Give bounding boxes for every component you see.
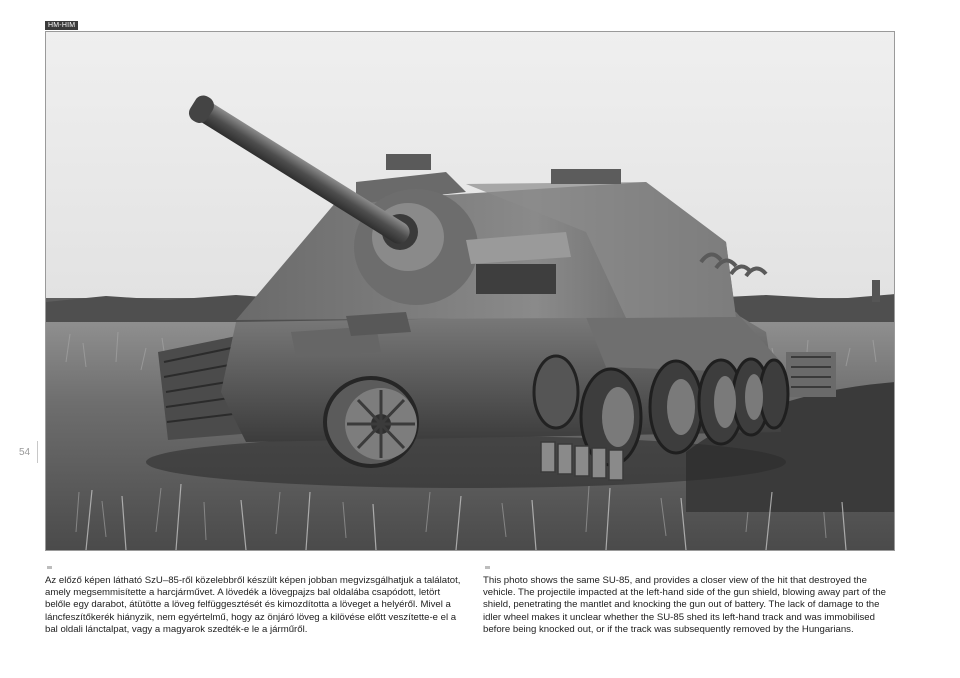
tank-photo (45, 31, 895, 551)
caption-hungarian: Az előző képen látható SzU–85-ről közelebbről készült képen jobban megvizsgálhatjuk a találatot, amely megsemmisítette a harcjárművet. A lövedék a lövegpajzs bal oldalába csapódott, letört belőle egy darabot, átütötte a löveg felfüggesztését és kimozdította a löveget a helyéről. Mivel a láncfeszítőkerék hiányzik, nem egyértelmű, hogy az önjáró löveg a kilövése előtt veszítette-e el a bal oldali lánctalpat, vagy a magyarok szedték-e le a járműről. (45, 575, 461, 635)
su-85-illustration (46, 32, 895, 551)
caption-marker (47, 566, 52, 569)
page-number-rule (37, 441, 38, 463)
section-tag: HM-HIM (45, 21, 78, 30)
caption-english: This photo shows the same SU-85, and provides a closer view of the hit that destroyed the vehicle. The projectile impacted at the left-hand side of the gun shield, blowing away part of the shield, penetrating the mantlet and knocking the gun out of battery. The lack of damage to the idler wheel makes it unclear whether the SU-85 shed its left-hand track and was immobilised before being knocked out, or if the track was subsequently removed by the Hungarians. (483, 575, 887, 635)
caption-marker (485, 566, 490, 569)
page-number: 54 (19, 447, 31, 458)
